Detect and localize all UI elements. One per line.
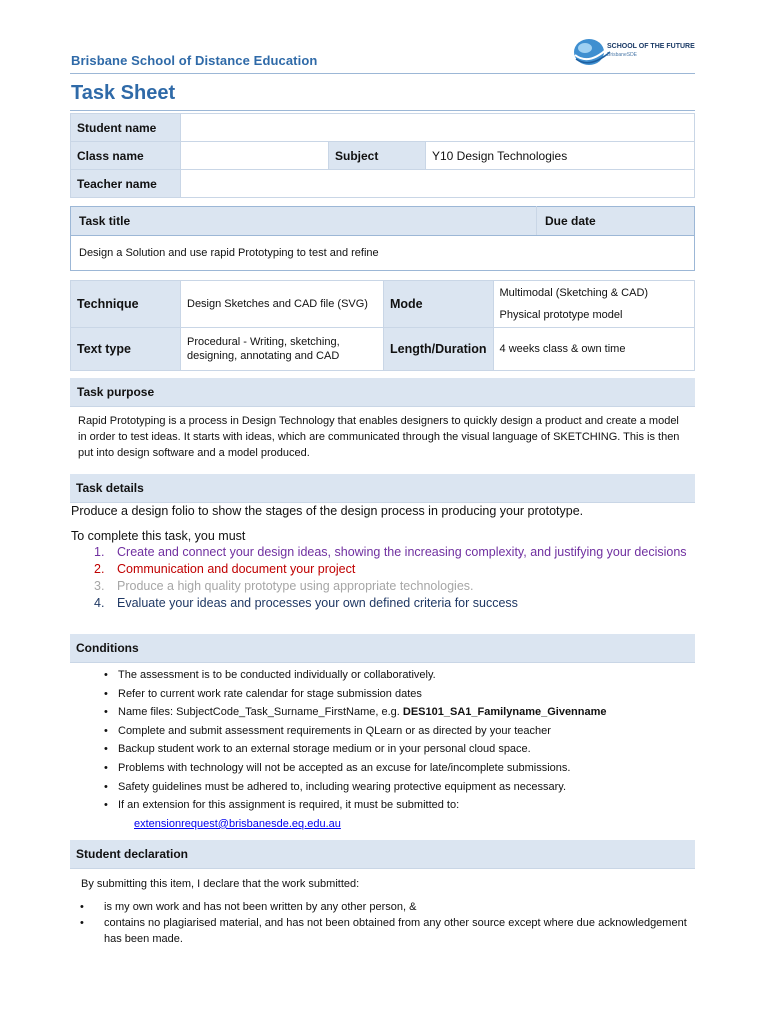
- task-details-lead: To complete this task, you must: [71, 529, 246, 543]
- declaration-heading: Student declaration: [70, 840, 695, 869]
- globe-icon: [572, 36, 612, 72]
- logo-line-2: BrisbaneSDE: [607, 52, 638, 58]
- subject-value: Y10 Design Technologies: [426, 142, 695, 170]
- teacher-name-label: Teacher name: [71, 170, 181, 198]
- list-item: • Name files: SubjectCode_Task_Surname_FirstName, e.g. DES101_SA1_Familyname_Givenname: [104, 706, 607, 719]
- class-name-label: Class name: [71, 142, 181, 170]
- technique-label: Technique: [71, 281, 181, 328]
- list-item: • contains no plagiarised material, and has not been obtained from any other source except where due acknowledgement has been made.: [80, 917, 687, 945]
- student-info-table: [70, 113, 695, 198]
- length-label: Length/Duration: [384, 328, 494, 371]
- task-requirements-list: [70, 545, 695, 613]
- task-title-value: Design a Solution and use rapid Prototyping to test and refine: [79, 247, 379, 259]
- title-divider: [70, 110, 695, 111]
- page-title: Task Sheet: [71, 82, 176, 104]
- task-details-intro: Produce a design folio to show the stages of the design process in producing your prototype.: [71, 504, 584, 518]
- file-name-example: DES101_SA1_Familyname_Givenname: [402, 706, 607, 719]
- list-item: 4. Evaluate your ideas and processes your own defined criteria for success: [94, 596, 518, 610]
- task-purpose-text: Rapid Prototyping is a process in Design Technology that enables designers to quickly design a product and create a model in order to test ideas. It starts with ideas, which are communicated through the visual language of SKETCHING. This is then put into design software and a model produced.: [78, 415, 680, 459]
- list-item: 3. Produce a high quality prototype using appropriate technologies.: [94, 579, 474, 593]
- mode-value: [493, 281, 694, 328]
- logo-line-1: SCHOOL OF THE FUTURE: [607, 43, 695, 50]
- length-value: 4 weeks class & own time: [493, 328, 694, 371]
- list-item: 1. Create and connect your design ideas, showing the increasing complexity, and justifying your decisions: [94, 545, 687, 559]
- task-details-heading: Task details: [70, 474, 695, 503]
- text-type-label: Text type: [71, 328, 181, 371]
- conditions-heading: Conditions: [70, 634, 695, 663]
- task-title-label: Task title: [71, 207, 537, 236]
- list-item: • The assessment is to be conducted individually or collaboratively.: [104, 669, 436, 681]
- technique-value: Design Sketches and CAD file (SVG): [181, 281, 384, 328]
- mode-value-1: Multimodal (Sketching & CAD): [499, 287, 649, 299]
- student-name-label: Student name: [71, 114, 181, 142]
- conditions-list: [70, 666, 695, 833]
- task-purpose-heading: Task purpose: [70, 378, 695, 407]
- subject-label: Subject: [329, 142, 426, 170]
- mode-value-2: Physical prototype model: [499, 309, 623, 321]
- task-title-table: [70, 206, 695, 271]
- list-item: • If an extension for this assignment is required, it must be submitted to:: [104, 799, 460, 812]
- teacher-name-field[interactable]: [181, 170, 695, 198]
- list-item: • Problems with technology will not be accepted as an excuse for late/incomplete submissions.: [104, 761, 571, 774]
- student-name-field[interactable]: [181, 114, 695, 142]
- list-item: [70, 815, 695, 834]
- list-item: • Refer to current work rate calendar for stage submission dates: [104, 687, 422, 700]
- declaration-list: [70, 899, 695, 947]
- class-name-field[interactable]: [181, 142, 329, 170]
- list-item: • Safety guidelines must be adhered to, including wearing protective equipment as necessary.: [104, 780, 567, 793]
- list-item: • Complete and submit assessment requirements in QLearn or as directed by your teacher: [104, 724, 551, 737]
- mode-label: Mode: [384, 281, 494, 328]
- declaration-intro: By submitting this item, I declare that the work submitted:: [81, 878, 360, 890]
- list-item: • is my own work and has not been written by any other person, &: [80, 901, 417, 913]
- extension-email-link[interactable]: extensionrequest@brisbanesde.eq.edu.au: [134, 817, 341, 830]
- document-header: [70, 43, 695, 74]
- school-logo: [572, 36, 694, 72]
- task-details-table: [70, 280, 695, 371]
- due-date-label: Due date: [537, 207, 695, 236]
- list-item: 2. Communication and document your project: [94, 562, 356, 576]
- text-type-value: Procedural - Writing, sketching, designing, annotating and CAD: [181, 328, 384, 371]
- school-name: Brisbane School of Distance Education: [71, 53, 318, 68]
- list-item: • Backup student work to an external storage medium or in your personal cloud space.: [104, 743, 531, 756]
